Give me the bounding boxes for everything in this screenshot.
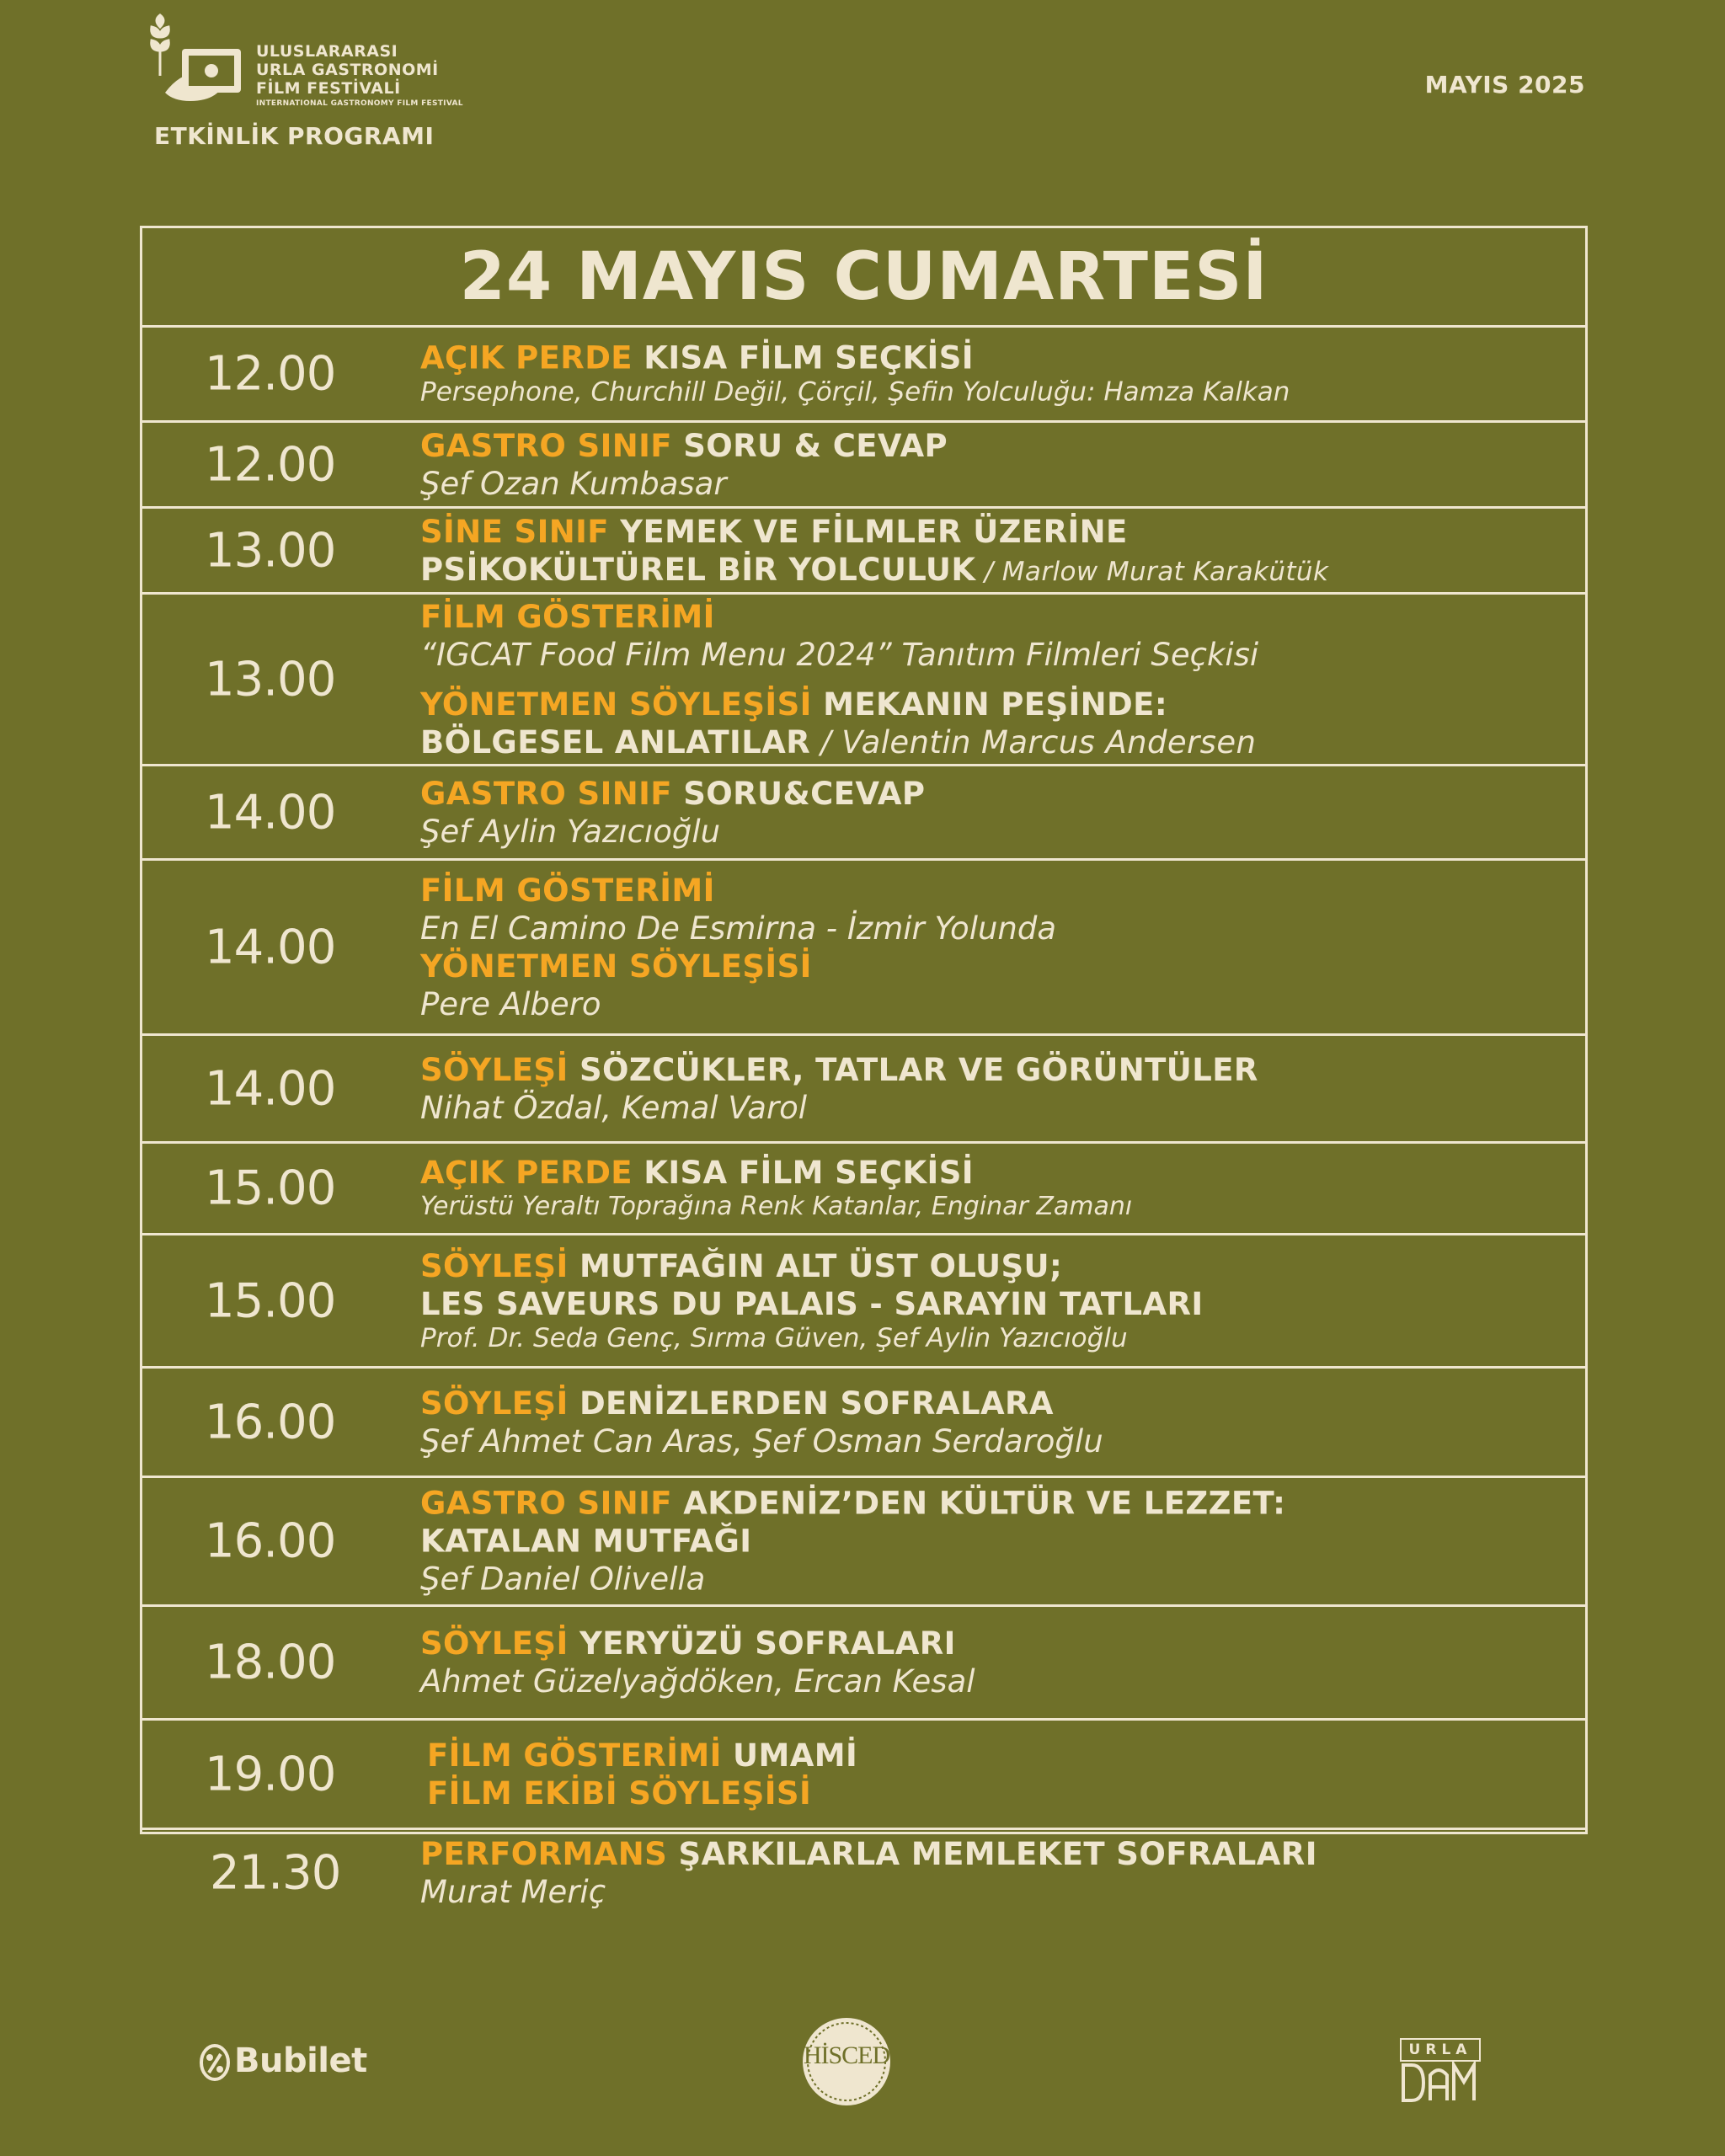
event-category: SÖYLEŞİ: [420, 1625, 569, 1662]
event-detail: Nihat Özdal, Kemal Varol: [420, 1089, 808, 1126]
festival-name-english: INTERNATIONAL GASTRONOMY FILM FESTIVAL: [256, 99, 463, 108]
event-title: KISA FİLM SEÇKİSİ: [632, 1155, 974, 1192]
event-row: [142, 1478, 1585, 1607]
schedule-table: [140, 226, 1588, 1910]
event-category: SİNE SINIF: [420, 513, 609, 550]
event-row: [142, 1369, 1585, 1478]
event-title: UMAMİ: [721, 1737, 858, 1774]
event-speaker: Pere Albero: [420, 985, 601, 1022]
event-time: 19.00: [205, 1747, 336, 1801]
event-title: MUTFAĞIN ALT ÜST OLUŞU;: [568, 1247, 1063, 1284]
event-category: YÖNETMEN SÖYLEŞİSİ: [420, 947, 812, 985]
event-time: 21.30: [210, 1845, 341, 1901]
event-category: PERFORMANS: [420, 1835, 668, 1872]
event-row: [142, 1830, 1585, 1916]
dam-wordmark-icon: [1400, 2062, 1481, 2104]
festival-logo: [142, 8, 495, 114]
event-row: [142, 595, 1585, 766]
event-category: FİLM GÖSTERİMİ: [420, 598, 715, 635]
event-category: SÖYLEŞİ: [420, 1385, 569, 1422]
event-title: SORU & CEVAP: [671, 427, 948, 464]
event-speaker: / Marlow Murat Karakütük: [975, 556, 1329, 587]
event-title: SORU&CEVAP: [671, 775, 926, 812]
event-category: AÇIK PERDE: [420, 339, 633, 376]
event-category: GASTRO SINIF: [420, 775, 672, 812]
event-time: 18.00: [205, 1635, 336, 1690]
event-time: 14.00: [205, 920, 336, 974]
event-row: [142, 509, 1585, 595]
event-time: 15.00: [205, 1273, 336, 1328]
event-category: SÖYLEŞİ: [420, 1247, 569, 1284]
event-detail: Yerüstü Yeraltı Toprağına Renk Katanlar, Enginar Zamanı: [420, 1192, 1133, 1222]
event-row: [142, 1144, 1585, 1235]
event-detail: Şef Ahmet Can Aras, Şef Osman Serdaroğlu: [420, 1422, 1103, 1460]
event-title: YEMEK VE FİLMLER ÜZERİNE: [608, 513, 1128, 550]
day-title: 24 MAYIS CUMARTESİ: [142, 228, 1585, 328]
event-row: [142, 1721, 1585, 1830]
event-speaker: Şef Daniel Olivella: [420, 1561, 706, 1598]
event-category: GASTRO SINIF: [420, 427, 672, 464]
event-category: FİLM EKİBİ SÖYLEŞİSİ: [427, 1774, 812, 1812]
bubilet-icon: [199, 2044, 231, 2081]
event-category: SÖYLEŞİ: [420, 1051, 569, 1088]
event-detail: Murat Meriç: [420, 1874, 606, 1910]
festival-name-line3: FİLM FESTİVALİ: [256, 79, 401, 98]
event-row: [142, 1235, 1585, 1369]
event-category: FİLM GÖSTERİMİ: [427, 1737, 722, 1774]
festival-name-line2: URLA GASTRONOMİ: [256, 61, 439, 79]
program-month: MAYIS 2025: [1424, 71, 1585, 99]
event-time: 12.00: [205, 346, 336, 402]
event-title-cont: PSİKOKÜLTÜREL BİR YOLCULUK: [420, 551, 976, 588]
event-title: DENİZLERDEN SOFRALARA: [568, 1385, 1054, 1422]
event-speaker: Prof. Dr. Seda Genç, Sırma Güven, Şef Aylin Yazıcıoğlu: [420, 1322, 1128, 1353]
bubilet-logo: [199, 2041, 367, 2081]
event-time: 14.00: [205, 785, 336, 840]
event-title: MEKANIN PEŞİNDE:: [811, 686, 1168, 723]
event-detail: Şef Aylin Yazıcıoğlu: [420, 813, 721, 850]
event-time: 12.00: [205, 437, 336, 492]
event-row: [142, 1036, 1585, 1144]
event-time: 15.00: [205, 1161, 336, 1216]
hop-bird-icon: [142, 8, 251, 114]
event-time: 16.00: [205, 1513, 336, 1569]
urla-wordmark: URLA: [1400, 2038, 1481, 2062]
event-speaker: / Valentin Marcus Andersen: [810, 723, 1257, 760]
festival-name-line1: ULUSLARARASI: [256, 42, 398, 61]
event-category: AÇIK PERDE: [420, 1155, 633, 1192]
event-time: 16.00: [205, 1395, 336, 1449]
event-title: YERYÜZÜ SOFRALARI: [568, 1625, 956, 1662]
event-detail: Persephone, Churchill Değil, Çörçil, Şefin Yolculuğu: Hamza Kalkan: [420, 376, 1290, 408]
event-title: KISA FİLM SEÇKİSİ: [632, 339, 974, 376]
event-detail: Ahmet Güzelyağdöken, Ercan Kesal: [420, 1663, 975, 1700]
bubilet-wordmark: Bubilet: [234, 2041, 367, 2080]
event-title-cont: KATALAN MUTFAĞI: [420, 1523, 752, 1560]
event-title-cont: LES SAVEURS DU PALAIS - SARAYIN TATLARI: [420, 1285, 1204, 1322]
event-row: [142, 423, 1585, 509]
event-row: [142, 1607, 1585, 1721]
event-row: [142, 861, 1585, 1036]
event-time: 13.00: [205, 652, 336, 707]
event-title-cont: BÖLGESEL ANLATILAR: [420, 723, 811, 760]
event-title: ŞARKILARLA MEMLEKET SOFRALARI: [667, 1835, 1317, 1872]
urla-dam-logo: [1400, 2038, 1481, 2107]
event-category: FİLM GÖSTERİMİ: [420, 872, 715, 909]
event-category: GASTRO SINIF: [420, 1485, 672, 1522]
event-title: SÖZCÜKLER, TATLAR VE GÖRÜNTÜLER: [568, 1051, 1258, 1088]
event-detail: Şef Ozan Kumbasar: [420, 465, 727, 502]
event-row: [142, 328, 1585, 423]
hisced-wordmark: HİSCED: [803, 2041, 890, 2069]
program-subtitle: ETKİNLİK PROGRAMI: [154, 122, 435, 150]
event-time: 14.00: [205, 1061, 336, 1116]
event-time: 13.00: [205, 523, 336, 578]
event-row: [142, 766, 1585, 861]
event-title: AKDENİZ’DEN KÜLTÜR VE LEZZET:: [671, 1485, 1286, 1522]
event-category: YÖNETMEN SÖYLEŞİSİ: [420, 686, 812, 723]
event-detail: “IGCAT Food Film Menu 2024” Tanıtım Filmleri Seçkisi: [420, 636, 1259, 673]
event-detail: En El Camino De Esmirna - İzmir Yolunda: [420, 910, 1057, 947]
hisced-logo: [800, 2013, 893, 2114]
